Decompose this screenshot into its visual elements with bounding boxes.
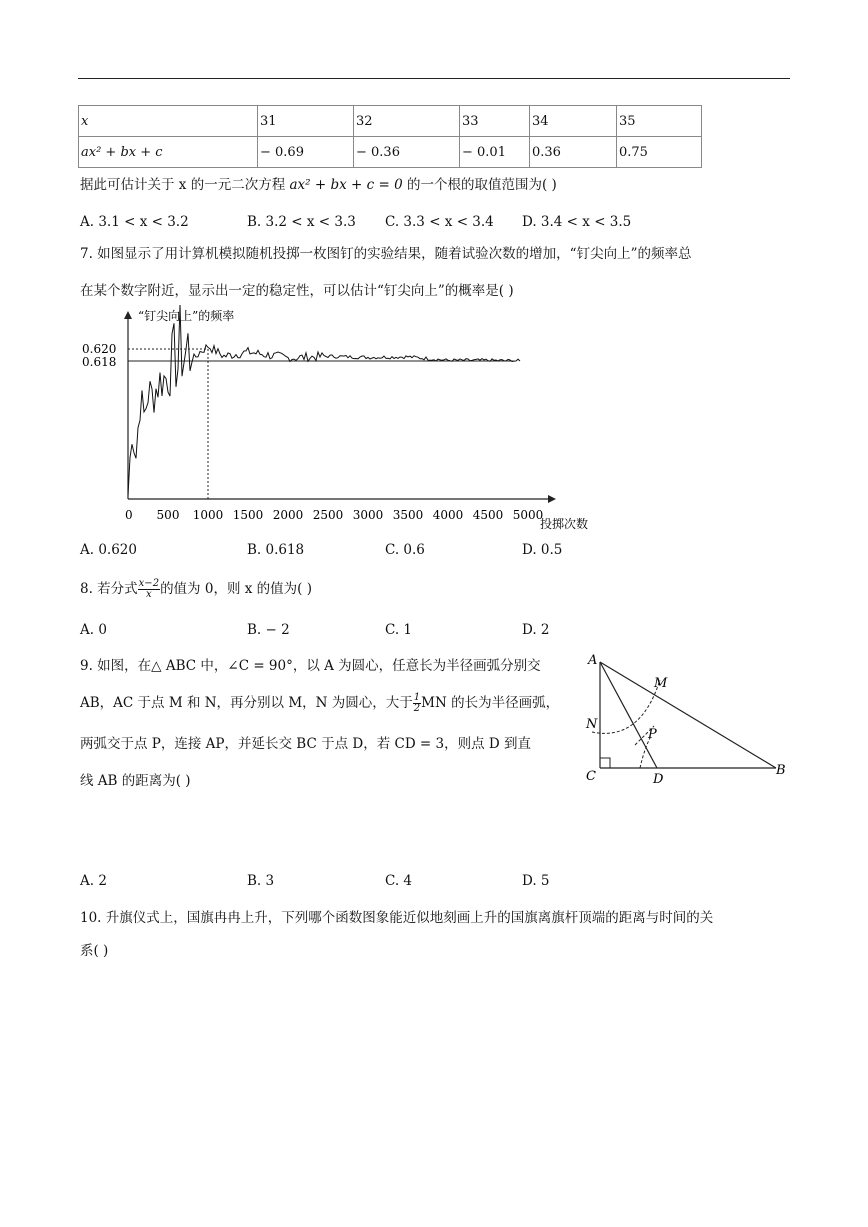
label-a: A <box>588 653 598 668</box>
q9-half-num: 1 <box>413 692 421 703</box>
q9-line-2 <box>80 693 559 714</box>
table-cell: ax² + bx + c <box>79 137 258 168</box>
q10-line-2: 系( ) <box>80 943 109 959</box>
q8-suffix: 的值为 0，则 x 的值为( ) <box>160 581 312 597</box>
q8-option-b[interactable]: B. − 2 <box>247 622 290 638</box>
q8-option-d[interactable]: D. 2 <box>522 622 550 638</box>
label-n: N <box>586 717 598 732</box>
q7-line-2: 在某个数字附近，显示出一定的稳定性，可以估计“钉尖向上”的概率是( ) <box>80 283 514 299</box>
segment-ab <box>600 662 776 768</box>
table-row <box>79 106 702 137</box>
x-axis-label: 投掷次数 <box>540 517 589 531</box>
q9-half-fraction <box>413 693 421 714</box>
q8-frac-num: x−2 <box>138 578 160 589</box>
q9-line-3: 两弧交于点 P，连接 AP，并延长交 BC 于点 D，若 CD = 3，则点 D 到直 <box>80 736 532 752</box>
x-tick-label: 3000 <box>352 508 384 522</box>
x-tick-label: 1500 <box>232 508 264 522</box>
series-line <box>128 305 520 496</box>
y-tick-label: 0.620 <box>82 342 117 356</box>
x-tick-label: 2500 <box>312 508 344 522</box>
x-tick-label: 3500 <box>392 508 424 522</box>
q8-option-c[interactable]: C. 1 <box>385 622 413 638</box>
table-cell: − 0.01 <box>460 137 530 168</box>
q6-option-a[interactable]: A. 3.1 < x < 3.2 <box>80 214 189 230</box>
label-b: B <box>776 763 786 778</box>
right-angle-mark <box>600 758 610 768</box>
q9-line-1: 9. 如图，在△ ABC 中，∠C = 90°，以 A 为圆心，任意长为半径画弧分别交 <box>80 658 541 674</box>
q7-option-d[interactable]: D. 0.5 <box>522 542 563 558</box>
q8-prefix: 8. 若分式 <box>80 581 138 597</box>
q8-fraction <box>138 579 160 600</box>
value-table <box>78 105 702 168</box>
q6-stem <box>80 175 557 195</box>
q7-option-c[interactable]: C. 0.6 <box>385 542 425 558</box>
x-tick-label: 500 <box>156 508 180 522</box>
x-tick-label: 5000 <box>512 508 544 522</box>
x-tick-label: 4000 <box>432 508 464 522</box>
table-cell: 35 <box>617 106 702 137</box>
arc-center-a <box>592 680 660 733</box>
y-tick-label: 0.618 <box>82 355 117 369</box>
q8-option-a[interactable]: A. 0 <box>80 622 107 638</box>
q9-half-den: 2 <box>413 703 421 714</box>
q9-option-a[interactable]: A. 2 <box>80 873 107 889</box>
segment-ad <box>600 662 657 768</box>
q9-line-2a: AB，AC 于点 M 和 N，再分别以 M，N 为圆心，大于 <box>80 695 413 711</box>
table-cell: − 0.36 <box>354 137 460 168</box>
table-cell: 32 <box>354 106 460 137</box>
q6-equation: ax² + bx + c = 0 <box>289 177 403 193</box>
y-axis-arrow <box>124 311 132 319</box>
q6-stem-prefix: 据此可估计关于 x 的一元二次方程 <box>80 177 290 193</box>
label-m: M <box>654 676 668 691</box>
table-cell: 0.36 <box>530 137 617 168</box>
label-p: P <box>648 727 657 742</box>
q6-stem-suffix: 的一个根的取值范围为( ) <box>402 177 557 193</box>
table-cell: x <box>79 106 258 137</box>
triangle-figure <box>580 650 795 790</box>
table-cell: − 0.69 <box>258 137 354 168</box>
table-cell: 31 <box>258 106 354 137</box>
q9-option-c[interactable]: C. 4 <box>385 873 413 889</box>
q7-option-b[interactable]: B. 0.618 <box>247 542 305 558</box>
x-axis-arrow <box>548 495 556 503</box>
table-cell: 34 <box>530 106 617 137</box>
q9-line-2b: MN 的长为半径画弧， <box>421 695 560 711</box>
q7-line-1: 7. 如图显示了用计算机模拟随机投掷一枚图钉的实验结果，随着试验次数的增加，“钉尖向上”的频率总 <box>80 246 692 262</box>
q6-option-b[interactable]: B. 3.2 < x < 3.3 <box>247 214 356 230</box>
q8-stem <box>80 579 312 600</box>
frequency-chart <box>78 305 618 535</box>
q9-option-d[interactable]: D. 5 <box>522 873 550 889</box>
q9-option-b[interactable]: B. 3 <box>247 873 275 889</box>
table-row <box>79 137 702 168</box>
table-cell: 0.75 <box>617 137 702 168</box>
x-tick-label: 4500 <box>472 508 504 522</box>
q10-line-1: 10. 升旗仪式上，国旗冉冉上升，下列哪个函数图象能近似地刻画上升的国旗离旗杆顶端的距离与时间的关 <box>80 910 714 926</box>
q8-frac-den: x <box>146 589 152 600</box>
header-rule <box>78 78 790 79</box>
q9-line-4: 线 AB 的距离为( ) <box>80 773 191 789</box>
x-tick-label: 0 <box>125 508 133 522</box>
label-d: D <box>653 772 664 787</box>
y-axis-label: “钉尖向上”的频率 <box>138 309 235 323</box>
q7-option-a[interactable]: A. 0.620 <box>80 542 137 558</box>
table-cell: 33 <box>460 106 530 137</box>
q6-option-d[interactable]: D. 3.4 < x < 3.5 <box>522 214 632 230</box>
q6-option-c[interactable]: C. 3.3 < x < 3.4 <box>385 214 494 230</box>
x-tick-label: 2000 <box>272 508 304 522</box>
x-tick-label: 1000 <box>192 508 224 522</box>
label-c: C <box>586 769 596 784</box>
